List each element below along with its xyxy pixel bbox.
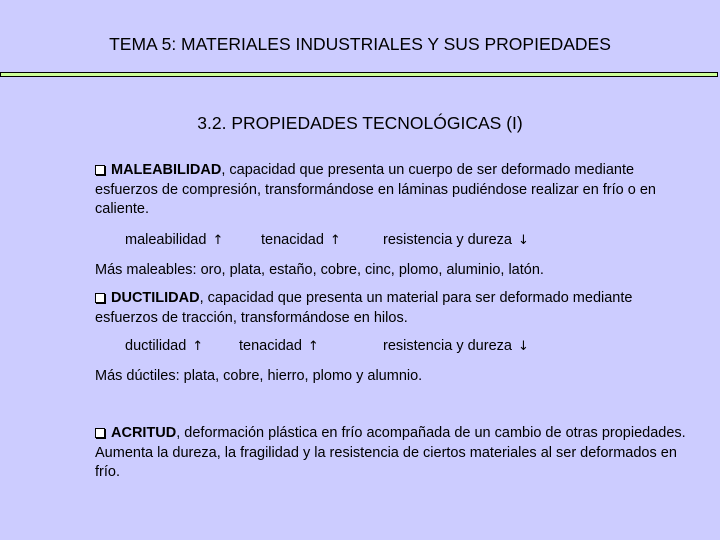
ductilidad-paragraph [95,289,695,328]
relation-item [239,338,319,354]
section-title: 3.2. PROPIEDADES TECNOLÓGICAS (I) [197,113,523,133]
relation-label: maleabilidad [125,232,207,248]
relation-item [125,338,203,354]
checkbox-bullet-icon [95,165,105,175]
maleabilidad-paragraph [95,161,695,220]
relation-item [383,232,529,248]
relation-label: resistencia y dureza [383,232,512,248]
header-divider [0,72,718,77]
acritud-term: ACRITUD [111,425,177,441]
maleabilidad-definition: , capacidad que presenta un cuerpo de ser deformado mediante esfuerzos de compresión, transformándose en láminas pudiéndose realizar en frío o en caliente. [95,162,656,217]
relation-item [261,232,341,248]
arrow-up-icon: ↑ [329,233,341,248]
arrow-up-icon: ↑ [307,339,319,354]
ductilidad-examples: Más dúctiles: plata, cobre, hierro, plomo y alumnio. [95,368,423,384]
arrow-up-icon: ↑ [192,339,204,354]
acritud-paragraph [95,424,695,483]
checkbox-bullet-icon [95,428,105,438]
checkbox-bullet-icon [95,293,105,303]
relation-label: resistencia y dureza [383,338,512,354]
relation-label: ductilidad [125,338,187,354]
ductilidad-term: DUCTILIDAD [111,290,200,306]
relation-label: tenacidad [261,232,324,248]
maleabilidad-examples: Más maleables: oro, plata, estaño, cobre, cinc, plomo, aluminio, latón. [95,262,544,278]
arrow-up-icon: ↑ [212,233,224,248]
page-title: TEMA 5: MATERIALES INDUSTRIALES Y SUS PROPIEDADES [109,34,611,54]
acritud-definition: , deformación plástica en frío acompañada de un cambio de otras propiedades. Aumenta la dureza, la fragilidad y la resistencia de ciertos materiales al ser deformados en frío. [95,425,686,480]
relation-item [125,232,223,248]
relation-label: tenacidad [239,338,302,354]
relation-item [383,338,529,354]
arrow-down-icon: ↓ [517,233,529,248]
arrow-down-icon: ↓ [517,339,529,354]
ductilidad-definition: , capacidad que presenta un material para ser deformado mediante esfuerzos de tracción, transformándose en hilos. [95,290,633,326]
maleabilidad-term: MALEABILIDAD [111,162,222,178]
